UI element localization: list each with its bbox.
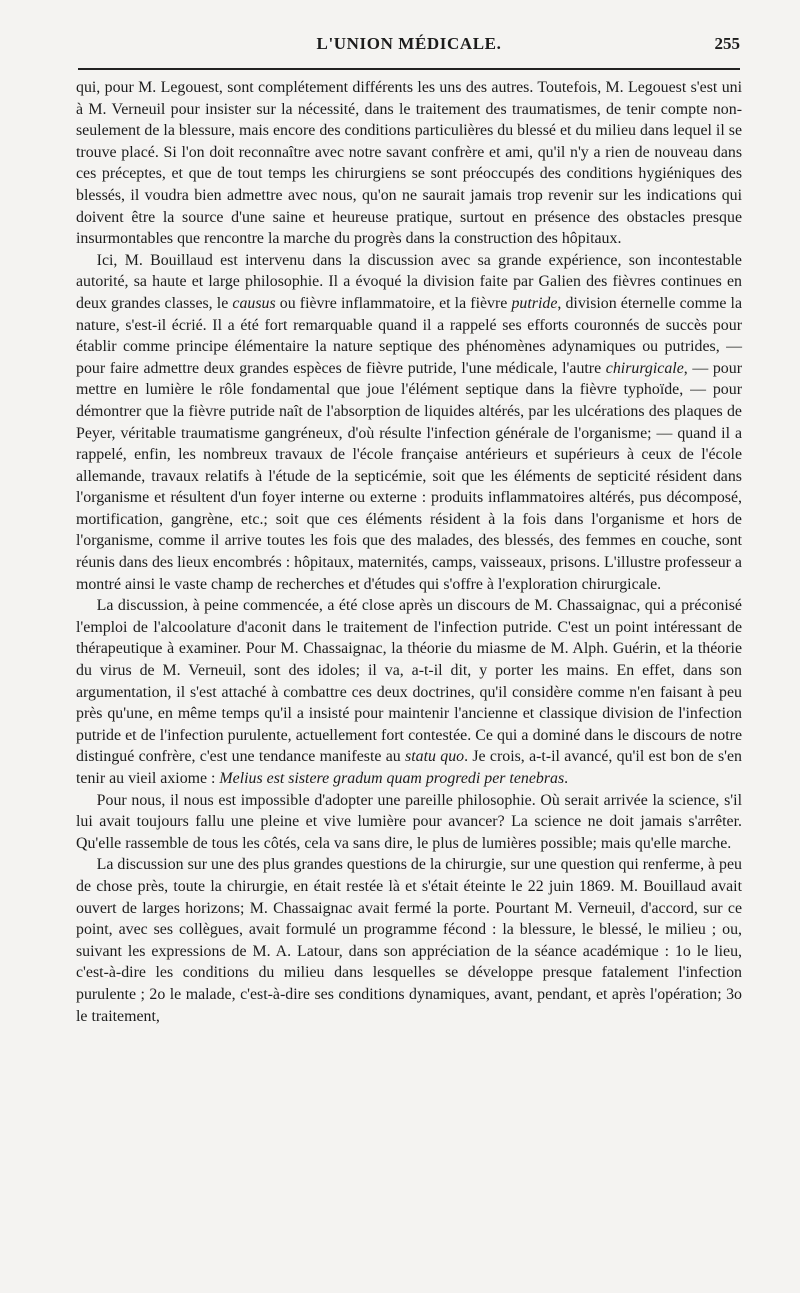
text-run: , — pour mettre en lumière le rôle fondamental que joue l'élément septique dans la fièvre typhoïde, — pour démontrer que la fièvre putride naît de l'absorption de liquides altérés, par les ulcérations des plaques de Peyer, véritable traumatisme gangréneux, d'où résulte l'infection générale de l'organisme; — quand il a rappelé, enfin, les nombreux travaux de l'école française antérieurs et supérieurs à ceux de l'école allemande, travaux relatifs à l'étude de la septicémie, soit que les éléments de septicité résident dans l'organisme et résultent d'un foyer interne ou externe : produits inflammatoires altérés, pus décomposé, mortification, gangrène, etc.; soit que ces éléments résident à la fois dans l'organisme et hors de l'organisme, comme il arrive toutes les fois que des malades, des blessés, des femmes en couche, sont réunis dans des lieux encombrés : hôpitaux, maternités, camps, vaisseaux, prisons. L'illustre professeur a montré ainsi le vaste champ de recherches et d'études qui s'offre à l'exploration chirurgicale. [76, 359, 742, 593]
page-number: 255 [714, 34, 740, 53]
paragraph [76, 77, 742, 250]
article-body [76, 77, 742, 1027]
running-header [78, 30, 740, 64]
text-run: ou fièvre inflammatoire, et la fièvre [275, 294, 512, 312]
italic-text: Melius est sistere gradum quam progredi per tenebras [219, 770, 565, 787]
italic-text: putride [511, 294, 558, 312]
journal-title: L'UNION MÉDICALE. [316, 34, 502, 53]
paragraph [76, 790, 742, 855]
text-run: . Je crois, a-t-il avancé, qu'il est bon de s'en tenir au vieil axiome : [76, 748, 742, 787]
paragraph [76, 595, 742, 789]
text-run: Pour nous, il nous est impossible d'adopter une pareille philosophie. Où serait arrivée la science, s'il lui avait toujours fallu une pleine et vive lumière pour avancer? La science ne doit jamais s'arrêter. Qu'elle rassemble de tous les côtés, cela va sans dire, le plus de lumières possible; mais qu'elle marche. [76, 791, 742, 852]
italic-text: statu quo [405, 748, 465, 766]
text-run: La discussion sur une des plus grandes questions de la chirurgie, sur une question qui renferme, à peu de chose près, toute la chirurgie, en était restée là et s'était éteinte le 22 juin 1869. M. Bouillaud avait ouvert de larges horizons; M. Chassaignac avait fermé la porte. Pourtant M. Verneuil, d'accord, sur ce point, avec ses collègues, avait formulé un programme fécond : la blessure, le blessé, le milieu ; ou, suivant les expressions de M. A. Latour, dans son appréciation de la séance académique : 1o le lieu, c'est-à-dire les conditions du milieu dans lesquelles se développe presque fatalement l'infection purulente ; 2o le malade, c'est-à-dire ses conditions dynamiques, avant, pendant, et après l'opération; 3o le traitement, [76, 856, 742, 1025]
text-run: La discussion, à peine commencée, a été close après un discours de M. Chassaignac, qui a préconisé l'emploi de l'alcoolature d'aconit dans le traitement de l'infection putride. C'est un point intéressant de thérapeutique à examiner. Pour M. Chassaignac, la théorie du miasme de M. Alph. Guérin, et la théorie du virus de M. Verneuil, sont des idoles; il va, a-t-il dit, y porter les mains. En effet, dans son argumentation, il s'est attaché à combattre ces deux doctrines, qu'il considère comme n'en faisant à peu près qu'une, en même temps qu'il a insisté pour maintenir l'ancienne et classique division de l'infection putride et de l'infection purulente, actuellement fort contestée. Ce qui a dominé dans le discours de notre distingué confrère, c'est une tendance manifeste au [76, 597, 742, 766]
text-run: , division éternelle comme la nature, s'est-il écrié. Il a été fort remarquable quand il a rappelé ses efforts couronnés de succès pour établir comme principe élémentaire la nature septique des phénomènes adynamiques ou putrides, — pour faire admettre deux grandes espèces de fièvre putride, l'une médicale, l'autre [76, 294, 742, 377]
italic-text: chirurgicale [605, 359, 684, 377]
text-run: Ici, M. Bouillaud est intervenu dans la discussion avec sa grande expérience, son incontestable autorité, sa haute et large philosophie. Il a évoqué la division faite par Galien des fièvres continues en deux grandes classes, le [76, 251, 742, 312]
italic-text: causus [232, 294, 276, 312]
text-run: qui, pour M. Legouest, sont complétement différents les uns des autres. Toutefois, M. Legouest s'est uni à M. Verneuil pour insister sur la nécessité, dans le traitement des traumatismes, de tenir compte non-seulement de la blessure, mais encore des conditions particulières du blessé et du milieu dans lequel il se trouve placé. Si l'on doit reconnaître avec notre savant confrère et ami, qu'il n'y a rien de nouveau dans ces préceptes, et que de tout temps les chirurgiens se sont préoccupés des conditions hygiéniques des blessés, il voudra bien admettre avec nous, qu'on ne saurait jamais trop revenir sur les indications qui doivent être la source d'une saine et heureuse pratique, surtout en présence des obstacles presque insurmontables que rencontre la marche du progrès dans la construction des hôpitaux. [76, 79, 742, 248]
paragraph [76, 854, 742, 1027]
header-rule [78, 68, 740, 70]
paragraph [76, 250, 742, 596]
text-run: . [564, 770, 569, 787]
